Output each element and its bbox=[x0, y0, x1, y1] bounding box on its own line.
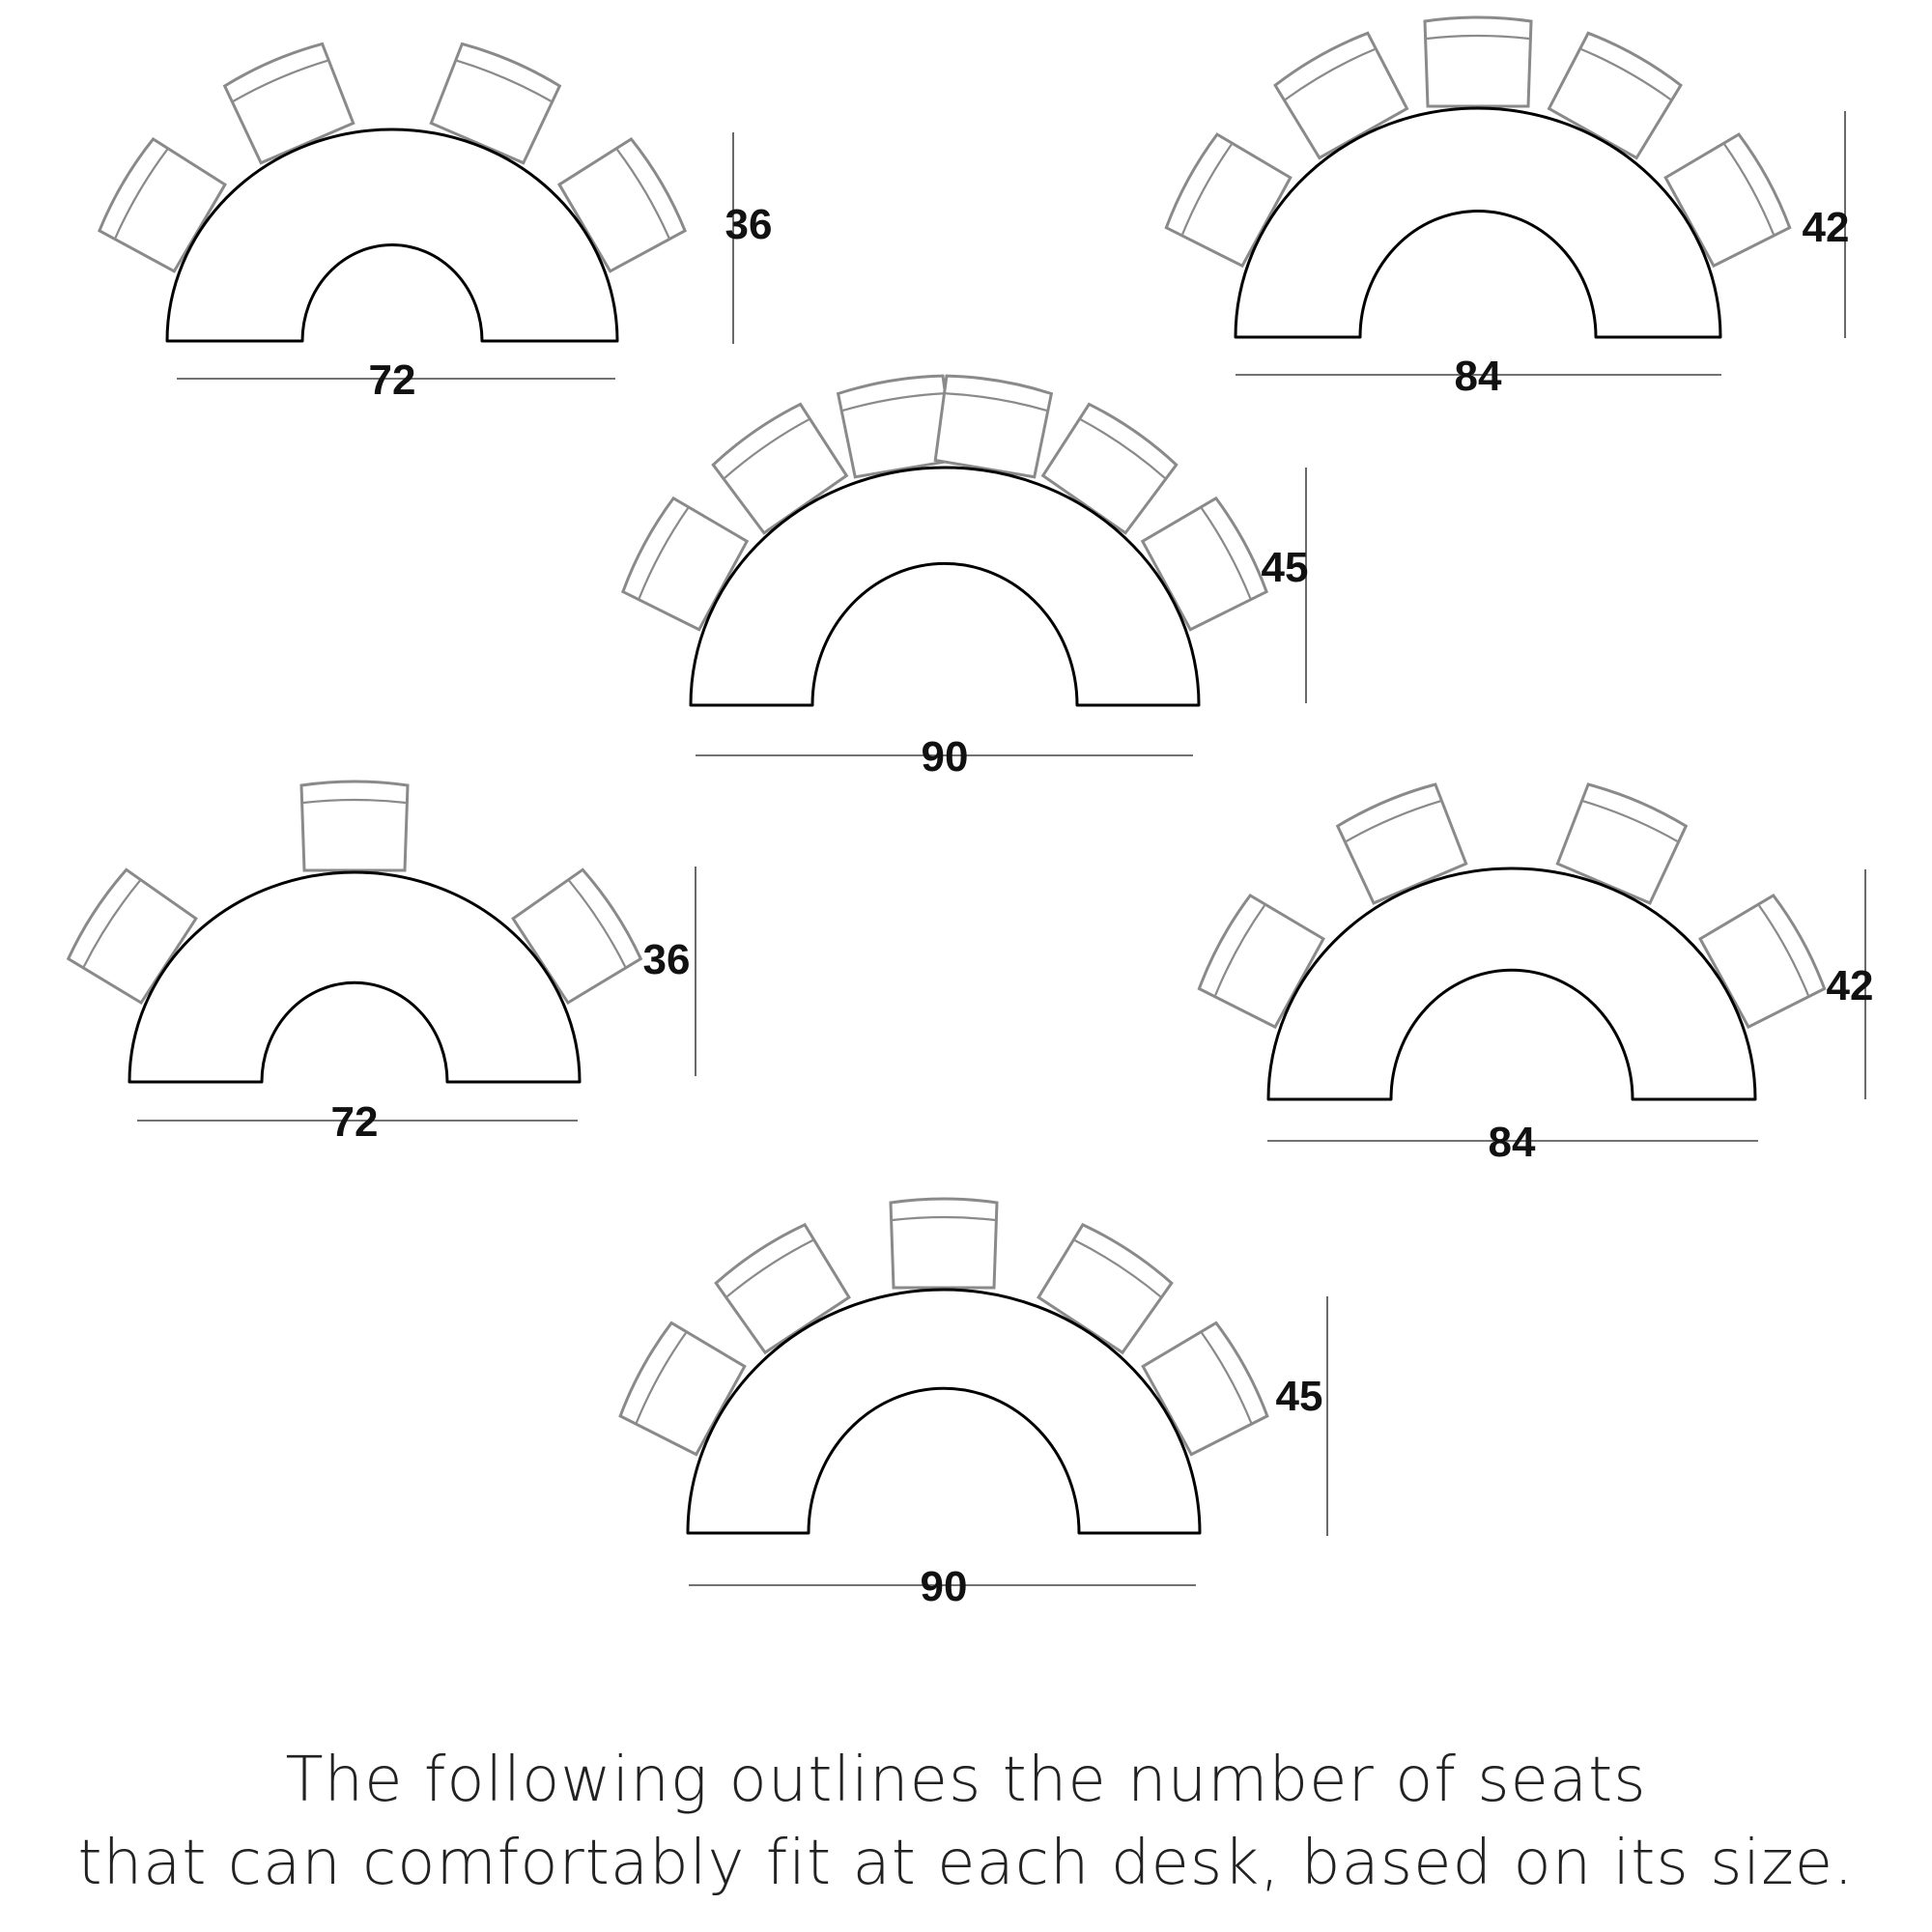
depth-label: 42 bbox=[1802, 204, 1850, 251]
desk-72x36-4-seats bbox=[96, 41, 772, 404]
chair bbox=[1425, 17, 1531, 106]
width-label: 90 bbox=[920, 1563, 968, 1610]
desk-outline bbox=[1268, 868, 1755, 1099]
desk-84x42-5-seats bbox=[1163, 17, 1850, 400]
caption-line-1: The following outlines the number of seats bbox=[285, 1745, 1647, 1816]
chair bbox=[932, 372, 1052, 477]
width-label: 72 bbox=[368, 356, 416, 404]
depth-label: 36 bbox=[724, 201, 773, 248]
desk-outline bbox=[167, 129, 617, 341]
caption-line-2: that can comfortably fit at each desk, based on its size. bbox=[77, 1828, 1855, 1899]
depth-label: 45 bbox=[1275, 1373, 1323, 1420]
width-label: 84 bbox=[1454, 353, 1502, 400]
desk-outline bbox=[129, 872, 580, 1082]
width-label: 84 bbox=[1488, 1119, 1536, 1166]
caption bbox=[0, 1739, 1932, 1905]
desk-90x45-5-seats bbox=[617, 1199, 1327, 1610]
width-label: 72 bbox=[330, 1098, 379, 1146]
desk-90x45-6-seats bbox=[619, 372, 1308, 781]
desk-84x42-4-seats bbox=[1196, 781, 1874, 1166]
chair bbox=[891, 1199, 997, 1288]
desk-outline bbox=[1236, 108, 1720, 337]
depth-label: 45 bbox=[1261, 544, 1309, 591]
chair bbox=[301, 781, 408, 870]
depth-label: 36 bbox=[642, 936, 691, 983]
desk-72x36-3-seats bbox=[65, 781, 696, 1146]
width-label: 90 bbox=[921, 733, 969, 781]
depth-label: 42 bbox=[1826, 962, 1874, 1009]
